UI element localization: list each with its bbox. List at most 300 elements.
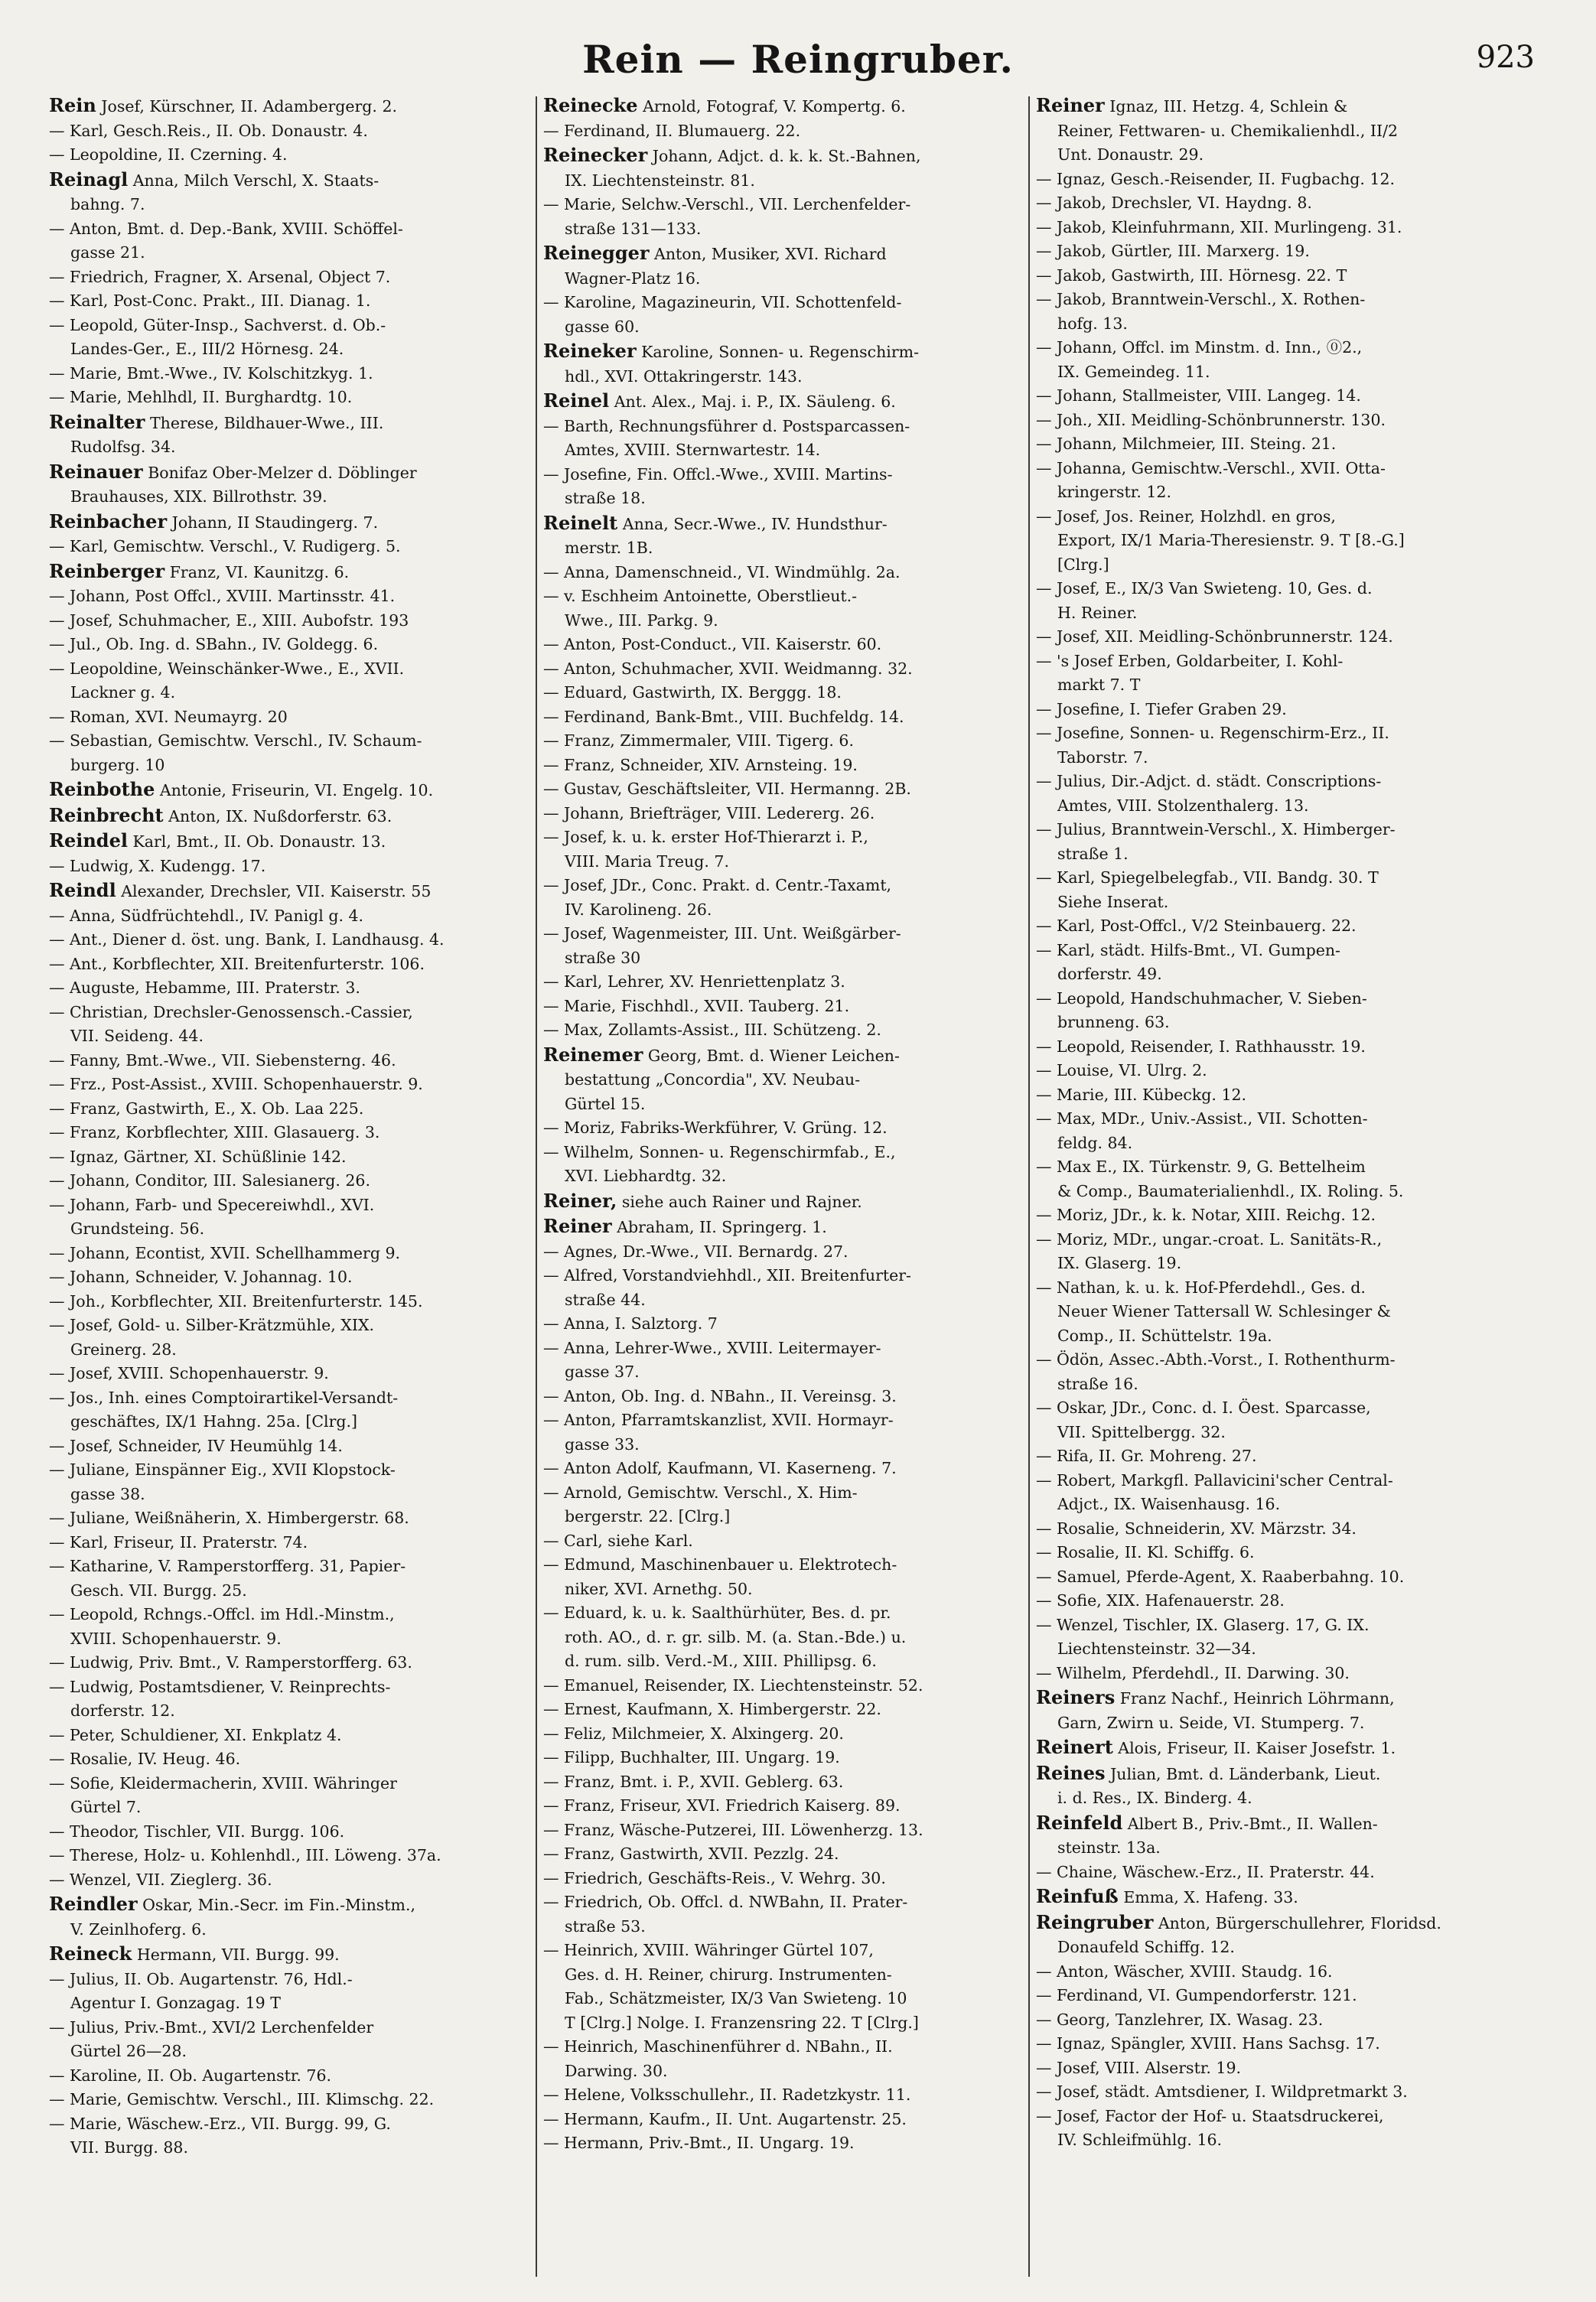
directory-entry-line <box>1036 119 1526 144</box>
entry-text: — Fanny, Bmt.-Wwe., VII. Siebensterng. 46. <box>49 1050 396 1070</box>
directory-entry-line <box>543 267 1033 291</box>
entry-text: — Anton, Wäscher, XVIII. Staudg. 16. <box>1036 1962 1333 1981</box>
directory-entry-line <box>543 2035 1033 2059</box>
entry-text: — Leopold, Güter-Insp., Sachverst. d. Ob.- <box>49 315 386 334</box>
entry-text: — Wenzel, Tischler, IX. Glaserg. 17, G. IX. <box>1036 1615 1370 1634</box>
entry-text: hofg. 13. <box>1057 314 1128 333</box>
entry-text: gasse 60. <box>565 317 640 336</box>
directory-entry-line <box>543 1481 1033 1506</box>
directory-entry-line <box>543 1939 1033 1963</box>
surname-heading: Reinbothe <box>49 778 155 800</box>
directory-entry-line <box>49 143 539 168</box>
entry-text: T [Clrg.] Nolge. I. Franzensring 22. T [Clrg.] <box>565 2013 919 2032</box>
entry-text: Georg, Bmt. d. Wiener Leichen- <box>643 1046 900 1065</box>
entry-text: — Marie, Fischhdl., XVII. Tauberg. 21. <box>543 996 850 1015</box>
directory-entry-line <box>543 1626 1033 1650</box>
directory-entry-line <box>1036 1035 1526 1060</box>
directory-entry-line <box>49 1506 539 1531</box>
entry-text: — Nathan, k. u. k. Hof-Pferdehdl., Ges. d. <box>1036 1278 1366 1297</box>
entry-text: straße 30 <box>565 948 641 967</box>
directory-entry-line <box>543 1408 1033 1433</box>
entry-text: — Ludwig, Priv. Bmt., V. Ramperstorfferg. 63. <box>49 1653 412 1672</box>
directory-entry-line <box>49 1968 539 1992</box>
entry-text: — Anton, Pfarramtskanzlist, XVII. Hormayr- <box>543 1411 894 1429</box>
directory-entry-line <box>49 460 539 486</box>
directory-entry-line <box>49 1651 539 1675</box>
entry-text: — Karoline, II. Ob. Augartenstr. 76. <box>49 2066 332 2085</box>
directory-entry-line <box>1036 288 1526 312</box>
directory-entry-line <box>543 633 1033 657</box>
directory-entry-line <box>543 2083 1033 2108</box>
entry-text: — Johann, Farb- und Specereiwhdl., XVI. <box>49 1195 375 1214</box>
surname-heading: Reineker <box>543 340 637 362</box>
directory-entry-line <box>49 1918 539 1942</box>
directory-entry-line <box>543 1674 1033 1698</box>
entry-text: Lackner g. 4. <box>70 683 176 702</box>
entry-text: — Johann, Offcl. im Minstm. d. Inn., ⓪2., <box>1036 338 1363 357</box>
entry-text: — Johanna, Gemischtw.-Verschl., XVII. Otta- <box>1036 458 1386 477</box>
surname-heading: Reinel <box>543 389 610 412</box>
directory-entry-line <box>1036 1662 1526 1686</box>
directory-entry-line <box>543 1867 1033 1891</box>
surname-heading: Reinagl <box>49 168 129 190</box>
directory-entry-line <box>49 584 539 609</box>
entry-text: Liechtensteinstr. 32—34. <box>1057 1639 1256 1658</box>
directory-entry-line <box>49 803 539 829</box>
entry-text: — Samuel, Pferde-Agent, X. Raaberbahng. 10. <box>1036 1567 1405 1586</box>
entry-text: — Oskar, JDr., Conc. d. I. Öest. Sparcasse, <box>1036 1398 1371 1417</box>
entry-text: — Karl, städt. Hilfs-Bmt., VI. Gumpen- <box>1036 940 1340 959</box>
directory-entry-line <box>1036 1493 1526 1517</box>
directory-entry-line <box>1036 1786 1526 1811</box>
entry-text: — Rifa, II. Gr. Mohreng. 27. <box>1036 1447 1257 1465</box>
entry-text: — Jakob, Branntwein-Verschl., X. Rothen- <box>1036 290 1366 308</box>
directory-entry-line <box>543 511 1033 537</box>
entry-text: roth. AO., d. r. gr. silb. M. (a. Stan.-Bde.) u. <box>565 1627 907 1646</box>
entry-text: — Anna, I. Salztorg. 7 <box>543 1314 718 1333</box>
entry-text: niker, XVI. Arnethg. 50. <box>565 1579 753 1598</box>
entry-text: — Marie, Gemischtw. Verschl., III. Klimschg. 22. <box>49 2090 435 2108</box>
directory-entry-line <box>543 1890 1033 1915</box>
directory-entry-line <box>1036 1444 1526 1469</box>
directory-entry-line <box>1036 1107 1526 1131</box>
directory-entry-line <box>1036 1984 1526 2008</box>
entry-text: H. Reiner. <box>1057 603 1138 622</box>
entry-text: — Anna, Lehrer-Wwe., XVIII. Leitermayer- <box>543 1338 881 1357</box>
directory-column-1 <box>49 93 539 2289</box>
entry-text: Fab., Schätzmeister, IX/3 Van Swieteng. 10 <box>565 1989 907 2007</box>
directory-entry-line <box>1036 770 1526 794</box>
directory-entry-line <box>543 536 1033 561</box>
entry-text: — Robert, Markgfl. Pallavicini'scher Central- <box>1036 1470 1393 1490</box>
entry-text: — Edmund, Maschinenbauer u. Elektrotech- <box>543 1555 897 1574</box>
entry-text: — Karl, Friseur, II. Praterstr. 74. <box>49 1532 308 1551</box>
entry-text: — Louise, VI. Ulrg. 2. <box>1036 1061 1207 1079</box>
entry-text: — Marie, Selchw.-Verschl., VII. Lerchenfelder- <box>543 195 911 213</box>
entry-text: — Johann, Conditor, III. Salesianerg. 26. <box>49 1171 370 1190</box>
directory-entry-line <box>1036 818 1526 842</box>
directory-entry-line <box>1036 987 1526 1011</box>
directory-entry-line <box>49 1675 539 1700</box>
directory-entry-line <box>1036 1884 1526 1910</box>
entry-text: — Franz, Friseur, XVI. Friedrich Kaiserg. 89. <box>543 1796 901 1815</box>
entry-text: — Arnold, Gemischtw. Verschl., X. Him- <box>543 1483 858 1502</box>
entry-text: steinstr. 13a. <box>1057 1838 1161 1857</box>
directory-entry-line <box>543 1601 1033 1626</box>
entry-text: — Josef, städt. Amtsdiener, I. Wildpretmarkt 3. <box>1036 2082 1408 2101</box>
directory-entry-line <box>543 217 1033 242</box>
entry-text: — Josef, Schneider, IV Heumühlg 14. <box>49 1436 343 1455</box>
directory-entry-line <box>1036 2128 1526 2153</box>
entry-text: — Franz, Gastwirth, E., X. Ob. Laa 225. <box>49 1099 364 1118</box>
directory-entry-line <box>49 435 539 460</box>
entry-text: — Frz., Post-Assist., XVIII. Schopenhauerstr. 9. <box>49 1075 423 1093</box>
entry-text: i. d. Res., IX. Binderg. 4. <box>1057 1789 1252 1807</box>
entry-text: Alexander, Drechsler, VII. Kaiserstr. 55 <box>116 882 432 900</box>
directory-entry-line <box>49 1991 539 2016</box>
directory-entry-line <box>1036 842 1526 867</box>
directory-entry-line <box>543 561 1033 585</box>
entry-text: — Josef, Factor der Hof- u. Staatsdruckerei, <box>1036 2106 1384 2125</box>
directory-entry-line <box>1036 409 1526 433</box>
entry-text: — Marie, Wäschew.-Erz., VII. Burgg. 99, G. <box>49 2114 391 2133</box>
directory-entry-line <box>543 1214 1033 1240</box>
entry-text: Anton, IX. Nußdorferstr. 63. <box>163 806 392 825</box>
surname-heading: Reinecke <box>543 94 638 116</box>
directory-entry-line <box>49 855 539 879</box>
entry-text: Hermann, VII. Burgg. 99. <box>132 1945 340 1964</box>
directory-entry-line <box>543 487 1033 511</box>
entry-text: IX. Gemeindeg. 11. <box>1057 362 1210 381</box>
entry-text: — Karl, Post-Conc. Prakt., III. Dianag. 1. <box>49 291 371 310</box>
entry-text: markt 7. T <box>1057 676 1141 694</box>
entry-text: [Clrg.] <box>1057 555 1109 574</box>
surname-heading: Reindl <box>49 879 116 901</box>
entry-text: gasse 37. <box>565 1363 640 1381</box>
directory-entry-line <box>543 143 1033 169</box>
entry-text: Anton, Musiker, XVI. Richard <box>649 245 887 263</box>
directory-entry-line <box>1036 1155 1526 1180</box>
directory-entry-line <box>49 1217 539 1242</box>
entry-text: VIII. Maria Treug. 7. <box>565 851 729 871</box>
entry-text: Darwing. 30. <box>565 2061 668 2080</box>
entry-text: — Sofie, XIX. Hafenauerstr. 28. <box>1036 1591 1285 1610</box>
directory-entry-line <box>1036 432 1526 457</box>
directory-entry-line <box>1036 1372 1526 1397</box>
entry-text: — v. Eschheim Antoinette, Oberstlieut.- <box>543 587 858 605</box>
directory-entry-line <box>49 193 539 217</box>
entry-text: — Ernest, Kaufmann, X. Himbergerstr. 22. <box>543 1700 881 1718</box>
entry-text: straße 16. <box>1057 1374 1138 1393</box>
entry-text: Alois, Friseur, II. Kaiser Josefstr. 1. <box>1112 1739 1396 1757</box>
directory-entry-line <box>1036 746 1526 770</box>
surname-heading: Reiner <box>543 1215 612 1237</box>
surname-heading: Reiners <box>1036 1686 1116 1708</box>
surname-heading: Reineck <box>49 1942 132 1965</box>
entry-text: Ges. d. H. Reiner, chirurg. Instrumenten- <box>565 1965 892 1984</box>
entry-text: Josef, Kürschner, II. Adambergerg. 2. <box>96 97 398 116</box>
surname-heading: Reinfuß <box>1036 1885 1119 1907</box>
entry-text: — Max E., IX. Türkenstr. 9, G. Bettelheim <box>1036 1158 1366 1176</box>
entry-text: — Roman, XVI. Neumayrg. 20 <box>49 707 288 726</box>
directory-entry-line <box>543 1116 1033 1141</box>
entry-text: — Jakob, Drechsler, VI. Haydng. 8. <box>1036 194 1312 212</box>
directory-entry-line <box>1036 168 1526 192</box>
entry-text: Agentur I. Gonzagag. 19 T <box>70 1994 281 2012</box>
directory-entry-line <box>1036 1083 1526 1108</box>
entry-text: — Josef, Wagenmeister, III. Unt. Weißgärber- <box>543 924 901 943</box>
directory-entry-line <box>49 1001 539 1025</box>
entry-text: — Moriz, MDr., ungar.-croat. L. Sanitäts-R., <box>1036 1229 1383 1249</box>
directory-entry-line <box>49 1145 539 1170</box>
entry-text: — Anton, Post-Conduct., VII. Kaiserstr. 60. <box>543 635 882 653</box>
directory-entry-line <box>1036 2105 1526 2129</box>
entry-text: VII. Seideng. 44. <box>70 1027 204 1045</box>
entry-text: — Theodor, Tischler, VII. Burgg. 106. <box>49 1822 345 1841</box>
surname-heading: Reinert <box>1036 1736 1113 1758</box>
entry-text: — Carl, siehe Karl. <box>543 1531 693 1550</box>
directory-entry-line <box>543 898 1033 923</box>
entry-text: Wwe., III. Parkg. 9. <box>565 611 718 630</box>
directory-entry-line <box>543 1068 1033 1092</box>
entry-text: Gürtel 7. <box>70 1798 142 1816</box>
directory-entry-line <box>49 2088 539 2112</box>
directory-entry-line <box>543 1385 1033 1409</box>
directory-entry-line <box>543 681 1033 705</box>
directory-entry-line <box>49 829 539 855</box>
entry-text: & Comp., Baumaterialienhdl., IX. Roling. 5. <box>1057 1181 1404 1200</box>
directory-entry-line <box>49 1531 539 1555</box>
directory-entry-line <box>49 1169 539 1193</box>
directory-entry-line <box>49 362 539 386</box>
entry-text: V. Zeinlhoferg. 6. <box>70 1919 207 1939</box>
entry-text: XVI. Liebhardtg. 32. <box>565 1167 727 1185</box>
entry-text: — Leopold, Handschuhmacher, V. Sieben- <box>1036 988 1367 1008</box>
entry-text: Gesch. VII. Burgg. 25. <box>70 1581 247 1600</box>
entry-text: geschäftes, IX/1 Hahng. 25a. [Clrg.] <box>70 1412 358 1431</box>
entry-text: — Jakob, Kleinfuhrmann, XII. Murlingeng. 31. <box>1036 217 1402 236</box>
entry-text: — Ferdinand, II. Blumauerg. 22. <box>543 121 801 140</box>
entry-text: Donaufeld Schiffg. 12. <box>1057 1938 1235 1956</box>
directory-entry-line <box>543 241 1033 267</box>
entry-text: VII. Spittelbergg. 32. <box>1057 1422 1226 1441</box>
directory-entry-line <box>543 1553 1033 1578</box>
entry-text: Ant. Alex., Maj. i. P., IX. Säuleng. 6. <box>609 392 896 411</box>
entry-text: bestattung „Concordia", XV. Neubau- <box>565 1070 861 1089</box>
entry-text: — Anton, Ob. Ing. d. NBahn., II. Vereinsg. 3. <box>543 1386 897 1405</box>
directory-entry-line <box>1036 384 1526 409</box>
directory-entry-line <box>1036 2056 1526 2081</box>
entry-text: — Anton Adolf, Kaufmann, VI. Kaserneng. 7. <box>543 1459 897 1477</box>
directory-entry-line <box>1036 143 1526 168</box>
directory-entry-line <box>543 291 1033 315</box>
directory-entry-line <box>49 976 539 1001</box>
entry-text: — Juliane, Weißnäherin, X. Himbergerstr. 68. <box>49 1509 409 1527</box>
entry-text: — Johann, Post Offcl., XVIII. Martinsstr. 41. <box>49 587 396 605</box>
entry-text: Amtes, XVIII. Sternwartestr. 14. <box>565 441 821 459</box>
entry-text: Arnold, Fotograf, V. Kompertg. 6. <box>637 97 906 116</box>
entry-text: Greinerg. 28. <box>70 1340 177 1359</box>
directory-entry-line <box>49 1747 539 1772</box>
entry-text: gasse 21. <box>70 243 145 262</box>
directory-entry-line <box>49 1410 539 1434</box>
directory-entry-line <box>543 463 1033 487</box>
directory-entry-line <box>543 1043 1033 1069</box>
directory-entry-line <box>1036 457 1526 481</box>
directory-entry-line <box>49 878 539 904</box>
directory-entry-line <box>49 410 539 436</box>
directory-entry-line <box>543 1505 1033 1529</box>
directory-entry-line <box>1036 1180 1526 1204</box>
directory-entry-line <box>1036 721 1526 746</box>
directory-entry-line <box>49 1627 539 1652</box>
directory-entry-line <box>543 1337 1033 1361</box>
directory-entry-line <box>1036 505 1526 529</box>
entry-text: — Karoline, Magazineurin, VII. Schottenfeld- <box>543 293 902 311</box>
surname-heading: Reinecker <box>543 144 648 166</box>
entry-text: — Sofie, Kleidermacherin, XVIII. Währinger <box>49 1773 397 1792</box>
entry-text: — Leopold, Rchngs.-Offcl. im Hdl.-Minstm., <box>49 1605 395 1623</box>
directory-entry-line <box>1036 1735 1526 1761</box>
entry-text: Emma, X. Hafeng. 33. <box>1118 1888 1298 1906</box>
entry-text: dorferstr. 12. <box>70 1701 175 1720</box>
entry-text: — Julius, Dir.-Adjct. d. städt. Conscriptions- <box>1036 772 1382 790</box>
entry-text: Unt. Donaustr. 29. <box>1057 145 1204 164</box>
directory-column-3 <box>1036 93 1526 2289</box>
directory-entry-line <box>1036 1685 1526 1711</box>
entry-text: — Jakob, Gastwirth, III. Hörnesg. 22. T <box>1036 265 1347 285</box>
directory-entry-line <box>1036 360 1526 385</box>
entry-text: — Hermann, Kaufm., II. Unt. Augartenstr. 25. <box>543 2109 907 2128</box>
entry-text: kringerstr. 12. <box>1057 483 1171 501</box>
directory-entry-line <box>1036 553 1526 578</box>
directory-entry-line <box>543 1578 1033 1602</box>
entry-text: Gürtel 15. <box>565 1094 646 1113</box>
directory-entry-line <box>49 2016 539 2040</box>
directory-entry-line <box>543 1746 1033 1770</box>
entry-text: straße 1. <box>1057 844 1129 863</box>
directory-entry-line <box>543 946 1033 971</box>
directory-entry-line <box>1036 1300 1526 1324</box>
surname-heading: Reinbacher <box>49 510 168 532</box>
entry-text: straße 18. <box>565 489 646 507</box>
directory-entry-line <box>1036 93 1526 119</box>
entry-text: — Wilhelm, Pferdehdl., II. Darwing. 30. <box>1036 1663 1350 1682</box>
directory-entry-line <box>49 93 539 119</box>
directory-entry-line <box>49 1265 539 1290</box>
directory-entry-line <box>49 2040 539 2064</box>
entry-text: — Auguste, Hebamme, III. Praterstr. 3. <box>49 978 360 997</box>
entry-text: — Johann, Econtist, XVII. Schellhammerg 9. <box>49 1243 401 1262</box>
surname-heading: Reinfeld <box>1036 1811 1123 1834</box>
directory-entry-line <box>49 1699 539 1724</box>
entry-text: Amtes, VIII. Stolzenthalerg. 13. <box>1057 796 1309 815</box>
directory-entry-line <box>1036 1059 1526 1083</box>
directory-entry-line <box>543 1360 1033 1385</box>
directory-entry-line <box>49 535 539 559</box>
surname-heading: Reindler <box>49 1893 138 1915</box>
directory-entry-line <box>543 2059 1033 2084</box>
directory-entry-line <box>543 415 1033 439</box>
entry-text: — Christian, Drechsler-Genossensch.-Cassier, <box>49 1002 413 1021</box>
entry-text: XVIII. Schopenhauerstr. 9. <box>70 1629 282 1648</box>
entry-text: — Chaine, Wäschew.-Erz., II. Praterstr. 44. <box>1036 1862 1375 1881</box>
entry-text: Franz, VI. Kaunitzg. 6. <box>164 562 350 581</box>
entry-text: — Ferdinand, VI. Gumpendorferstr. 121. <box>1036 1986 1357 2004</box>
entry-text: — Karl, Post-Offcl., V/2 Steinbauerg. 22. <box>1036 917 1357 935</box>
entry-text: — Josef, k. u. k. erster Hof-Thierarzt i. P., <box>543 828 868 846</box>
directory-entry-line <box>49 2136 539 2160</box>
page-title: Rein — Reingruber. <box>582 37 1014 82</box>
directory-entry-line <box>1036 1836 1526 1861</box>
entry-text: — Leopold, Reisender, I. Rathhausstr. 19. <box>1036 1037 1366 1056</box>
directory-entry-line <box>543 754 1033 778</box>
directory-entry-line <box>1036 1396 1526 1421</box>
directory-entry-line <box>543 657 1033 682</box>
directory-entry-line <box>543 1312 1033 1337</box>
entry-text: — Franz, Korbflechter, XIII. Glasauerg. 3. <box>49 1123 380 1141</box>
surname-heading: Reines <box>1036 1761 1106 1784</box>
directory-entry-line <box>543 729 1033 754</box>
entry-text: Anna, Milch Verschl, X. Staats- <box>128 171 379 190</box>
directory-entry-line <box>49 1844 539 1868</box>
directory-entry-line <box>49 1024 539 1049</box>
directory-entry-line <box>49 119 539 144</box>
entry-text: — Feliz, Milchmeier, X. Alxingerg. 20. <box>543 1724 844 1743</box>
directory-entry-line <box>49 2064 539 2089</box>
directory-entry-line <box>1036 1421 1526 1445</box>
directory-entry-line <box>49 1892 539 1918</box>
entry-text: Anton, Bürgerschullehrer, Floridsd. <box>1153 1913 1441 1932</box>
entry-text: — Jos., Inh. eines Comptoirartikel-Versandt- <box>49 1388 399 1407</box>
entry-text: — Rosalie, Schneiderin, XV. Märzstr. 34. <box>1036 1519 1357 1538</box>
directory-entry-line <box>1036 601 1526 626</box>
directory-entry-line <box>49 1242 539 1266</box>
entry-text: — Gustav, Geschäftsleiter, VII. Hermanng. 2B. <box>543 780 911 798</box>
directory-entry-line <box>1036 1348 1526 1372</box>
entry-text: siehe auch Rainer und Rajner. <box>617 1192 862 1211</box>
directory-entry-line <box>1036 625 1526 650</box>
directory-entry-line <box>543 970 1033 995</box>
directory-entry-line <box>49 705 539 730</box>
entry-text: — Ant., Korbflechter, XII. Breitenfurterstr. 106. <box>49 954 425 973</box>
directory-entry-line <box>1036 914 1526 939</box>
entry-text: Wagner-Platz 16. <box>565 269 701 288</box>
directory-entry-line <box>1036 891 1526 915</box>
entry-text: — Wenzel, VII. Zieglerg. 36. <box>49 1870 272 1889</box>
entry-text: — Sebastian, Gemischtw. Verschl., IV. Schaum- <box>49 731 422 750</box>
entry-text: — Julius, Branntwein-Verschl., X. Himberger- <box>1036 820 1396 838</box>
entry-text: Julian, Bmt. d. Länderbank, Lieut. <box>1105 1764 1381 1783</box>
directory-entry-line <box>543 584 1033 609</box>
entry-text: Karoline, Sonnen- u. Regenschirm- <box>636 343 920 361</box>
entry-text: — Eduard, Gastwirth, IX. Berggg. 18. <box>543 683 842 702</box>
directory-entry-line <box>49 952 539 977</box>
entry-text: — Ödön, Assec.-Abth.-Vorst., I. Rothenthurm- <box>1036 1350 1396 1369</box>
directory-entry-line <box>49 1434 539 1459</box>
entry-text: — Filipp, Buchhalter, III. Ungarg. 19. <box>543 1748 840 1766</box>
entry-text: — Franz, Wäsche-Putzerei, III. Löwenherzg. 13. <box>543 1820 923 1839</box>
entry-text: d. rum. silb. Verd.-M., XIII. Phillipsg. 6. <box>565 1652 877 1670</box>
directory-entry-line <box>49 729 539 754</box>
surname-heading: Reiner, <box>543 1189 617 1212</box>
surname-heading: Reinalter <box>49 410 145 433</box>
directory-entry-line <box>49 1097 539 1122</box>
entry-text: — Josefine, I. Tiefer Graben 29. <box>1036 699 1287 718</box>
entry-text: dorferstr. 49. <box>1057 965 1162 983</box>
entry-text: Neuer Wiener Tattersall W. Schlesinger & <box>1057 1302 1391 1320</box>
entry-text: straße 53. <box>565 1916 646 1936</box>
